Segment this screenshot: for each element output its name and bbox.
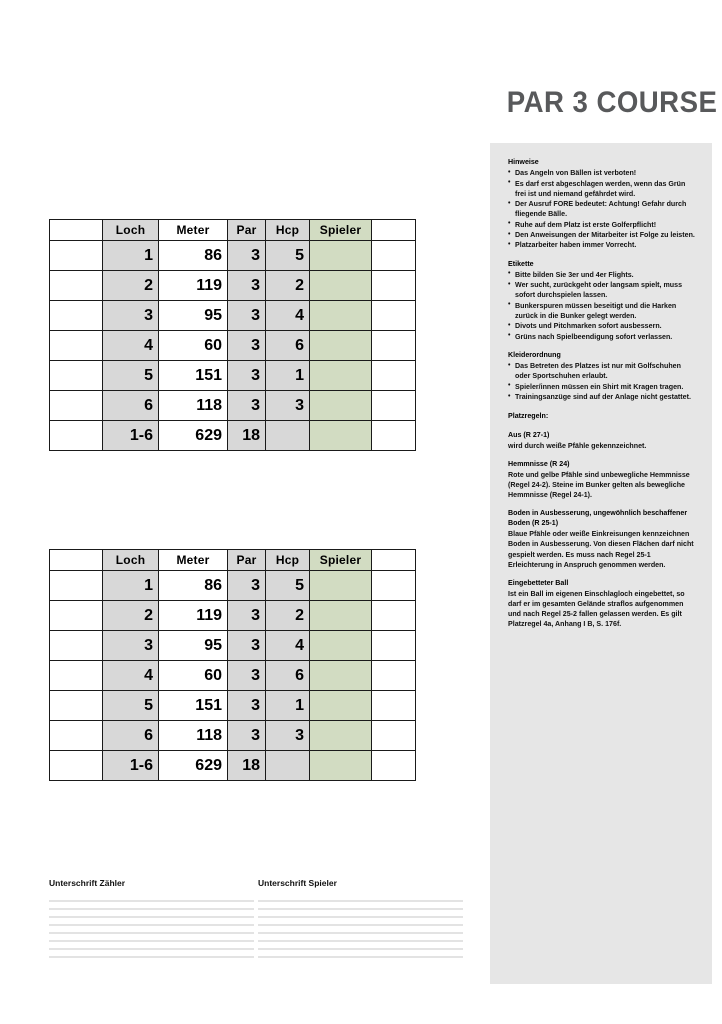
cell-par: 3	[228, 721, 266, 751]
rule-item: • Grüns nach Spielbeendigung sofort verlassen.	[508, 332, 696, 342]
scorecard-table-secondary	[49, 549, 416, 781]
cell-hcp: 2	[266, 601, 310, 631]
column-header-blank-left	[50, 220, 103, 241]
platzregel-heading: Hemmnisse (R 24)	[508, 460, 570, 469]
rules-list-kleiderordnung	[508, 361, 696, 402]
cell-hcp: 5	[266, 571, 310, 601]
rules-list-etikette	[508, 270, 696, 342]
table-row	[50, 271, 416, 301]
cell-par: 3	[228, 571, 266, 601]
cell-spieler[interactable]	[310, 331, 372, 361]
cell-end[interactable]	[372, 241, 416, 271]
cell-hcp: 4	[266, 631, 310, 661]
table-row	[50, 301, 416, 331]
column-header-par: Par	[228, 550, 266, 571]
cell-loch: 3	[103, 301, 159, 331]
cell-end[interactable]	[372, 601, 416, 631]
cell-meter: 629	[159, 751, 228, 781]
column-header-loch: Loch	[103, 550, 159, 571]
rule-item: • Platzarbeiter haben immer Vorrecht.	[508, 240, 696, 250]
column-header-spieler: Spieler	[310, 550, 372, 571]
column-header-blank-left	[50, 550, 103, 571]
cell-blank[interactable]	[50, 631, 103, 661]
cell-spieler[interactable]	[310, 631, 372, 661]
cell-blank[interactable]	[50, 691, 103, 721]
signature-line[interactable]	[49, 932, 254, 934]
rule-item: • Das Betreten des Platzes ist nur mit Golfschuhen oder Sportschuhen erlaubt.	[508, 361, 696, 381]
cell-par: 3	[228, 661, 266, 691]
cell-blank[interactable]	[50, 751, 103, 781]
signature-label-player: Unterschrift Spieler	[258, 878, 337, 888]
cell-end[interactable]	[372, 571, 416, 601]
rule-item: • Spieler/innen müssen ein Shirt mit Kragen tragen.	[508, 382, 696, 392]
cell-hcp: 3	[266, 721, 310, 751]
column-header-hcp: Hcp	[266, 550, 310, 571]
column-header-loch: Loch	[103, 220, 159, 241]
table-row	[50, 241, 416, 271]
cell-hcp	[266, 421, 310, 451]
cell-par: 3	[228, 241, 266, 271]
cell-loch: 3	[103, 631, 159, 661]
cell-blank[interactable]	[50, 391, 103, 421]
cell-loch: 4	[103, 331, 159, 361]
table-row	[50, 331, 416, 361]
cell-end[interactable]	[372, 391, 416, 421]
cell-hcp: 6	[266, 331, 310, 361]
signature-line[interactable]	[258, 956, 463, 958]
rules-heading-etikette: Etikette	[508, 259, 534, 268]
cell-hcp: 3	[266, 391, 310, 421]
signature-line[interactable]	[258, 948, 463, 950]
cell-par: 18	[228, 751, 266, 781]
column-header-spieler: Spieler	[310, 220, 372, 241]
rules-heading-platzregeln: Platzregeln:	[508, 411, 549, 420]
platzregel-heading: Aus (R 27-1)	[508, 430, 550, 439]
cell-loch: 1	[103, 241, 159, 271]
cell-meter: 629	[159, 421, 228, 451]
cell-spieler[interactable]	[310, 661, 372, 691]
table-header-row	[50, 550, 416, 571]
cell-spieler[interactable]	[310, 601, 372, 631]
cell-meter: 118	[159, 391, 228, 421]
rule-item: • Der Ausruf FORE bedeutet: Achtung! Gefahr durch fliegende Bälle.	[508, 199, 696, 219]
column-header-par: Par	[228, 220, 266, 241]
cell-meter: 60	[159, 331, 228, 361]
cell-blank[interactable]	[50, 661, 103, 691]
rules-content	[508, 157, 696, 629]
rule-item: • Bitte bilden Sie 3er und 4er Flights.	[508, 270, 696, 280]
cell-hcp: 1	[266, 691, 310, 721]
cell-par: 3	[228, 601, 266, 631]
signature-line[interactable]	[258, 916, 463, 918]
signature-line[interactable]	[258, 932, 463, 934]
page-title: PAR 3 COURSE	[506, 86, 718, 119]
rules-heading-hinweise: Hinweise	[508, 158, 539, 166]
rule-item: • Den Anweisungen der Mitarbeiter ist Folge zu leisten.	[508, 230, 696, 240]
cell-meter: 119	[159, 601, 228, 631]
cell-meter: 119	[159, 271, 228, 301]
cell-blank[interactable]	[50, 571, 103, 601]
cell-spieler[interactable]	[310, 391, 372, 421]
rule-item: • Es darf erst abgeschlagen werden, wenn das Grün frei ist und niemand gefährdet wird.	[508, 179, 696, 199]
rule-item: • Ruhe auf dem Platz ist erste Golferpflicht!	[508, 220, 696, 230]
cell-loch: 5	[103, 691, 159, 721]
cell-par: 3	[228, 391, 266, 421]
cell-loch: 2	[103, 271, 159, 301]
table-row	[50, 391, 416, 421]
platzregel-heading: Eingebetteter Ball	[508, 578, 569, 587]
cell-end[interactable]	[372, 751, 416, 781]
platzregeln-sections	[508, 422, 696, 629]
signature-lines-counter[interactable]	[49, 900, 254, 958]
rules-heading-kleiderordnung: Kleiderordnung	[508, 351, 561, 360]
cell-end[interactable]	[372, 271, 416, 301]
signature-line[interactable]	[258, 900, 463, 902]
cell-meter: 86	[159, 571, 228, 601]
platzregel-body: Blaue Pfähle oder weiße Einkreisungen kennzeichnen Boden in Ausbesserung. Von diesen Flächen darf nicht gespielt werden. Es muss nach Regel 25-1 Erleichterung in Anspruch genommen werden.	[508, 530, 694, 569]
cell-loch: 1	[103, 571, 159, 601]
cell-par: 3	[228, 691, 266, 721]
cell-meter: 60	[159, 661, 228, 691]
cell-hcp	[266, 751, 310, 781]
signature-line[interactable]	[49, 916, 254, 918]
cell-loch: 1-6	[103, 751, 159, 781]
scorecard-body	[50, 571, 416, 781]
signature-line[interactable]	[258, 924, 463, 926]
cell-blank[interactable]	[50, 721, 103, 751]
signature-block-player	[258, 878, 463, 964]
column-header-blank-right	[372, 220, 416, 241]
cell-meter: 118	[159, 721, 228, 751]
cell-end[interactable]	[372, 331, 416, 361]
cell-spieler[interactable]	[310, 301, 372, 331]
rules-list-hinweise	[508, 168, 696, 250]
cell-hcp: 2	[266, 271, 310, 301]
scorecard-body	[50, 241, 416, 451]
cell-end[interactable]	[372, 421, 416, 451]
rule-item: • Divots und Pitchmarken sofort ausbessern.	[508, 321, 696, 331]
signature-line[interactable]	[258, 940, 463, 942]
cell-loch: 5	[103, 361, 159, 391]
cell-end[interactable]	[372, 691, 416, 721]
signature-line[interactable]	[49, 924, 254, 926]
cell-par: 18	[228, 421, 266, 451]
cell-hcp: 6	[266, 661, 310, 691]
table-row	[50, 571, 416, 601]
cell-blank[interactable]	[50, 241, 103, 271]
cell-end[interactable]	[372, 361, 416, 391]
platzregel-body: wird durch weiße Pfähle gekennzeichnet.	[508, 441, 647, 450]
table-row	[50, 691, 416, 721]
signature-line[interactable]	[49, 900, 254, 902]
table-row	[50, 721, 416, 751]
rule-item: • Trainingsanzüge sind auf der Anlage nicht gestattet.	[508, 392, 696, 402]
column-header-blank-right	[372, 550, 416, 571]
cell-loch: 2	[103, 601, 159, 631]
cell-par: 3	[228, 271, 266, 301]
rules-panel	[490, 143, 712, 984]
table-row	[50, 421, 416, 451]
signature-lines-player[interactable]	[258, 900, 463, 958]
cell-meter: 151	[159, 691, 228, 721]
cell-spieler[interactable]	[310, 721, 372, 751]
signature-line[interactable]	[49, 956, 254, 958]
rule-item: • Bunkerspuren müssen beseitigt und die Harken zurück in die Bunker gelegt werden.	[508, 301, 696, 321]
signature-line[interactable]	[49, 940, 254, 942]
column-header-hcp: Hcp	[266, 220, 310, 241]
platzregel-body: Ist ein Ball im eigenen Einschlagloch eingebettet, so darf er im gesamten Gelände straflos aufgenommen und nach Regel 25-2 fallen gelassen werden. Es gilt Platzregel 4a, Anhang I B, S. 176f.	[508, 589, 685, 628]
cell-spieler[interactable]	[310, 751, 372, 781]
cell-loch: 4	[103, 661, 159, 691]
right-column	[490, 0, 722, 1024]
cell-end[interactable]	[372, 301, 416, 331]
cell-end[interactable]	[372, 661, 416, 691]
rule-item: • Das Angeln von Bällen ist verboten!	[508, 168, 696, 178]
platzregel-body: Rote und gelbe Pfähle sind unbewegliche Hemmnisse (Regel 24-2). Steine im Bunker gelten als bewegliche Hemmnisse (Regel 24-1).	[508, 471, 690, 500]
signature-line[interactable]	[49, 908, 254, 910]
cell-end[interactable]	[372, 721, 416, 751]
table-row	[50, 751, 416, 781]
signature-label-counter: Unterschrift Zähler	[49, 878, 126, 888]
table-row	[50, 631, 416, 661]
table-row	[50, 661, 416, 691]
cell-blank[interactable]	[50, 361, 103, 391]
cell-hcp: 4	[266, 301, 310, 331]
cell-blank[interactable]	[50, 271, 103, 301]
cell-spieler[interactable]	[310, 571, 372, 601]
cell-par: 3	[228, 301, 266, 331]
cell-hcp: 5	[266, 241, 310, 271]
cell-loch: 1-6	[103, 421, 159, 451]
cell-spieler[interactable]	[310, 271, 372, 301]
column-header-meter: Meter	[159, 220, 228, 241]
cell-blank[interactable]	[50, 421, 103, 451]
cell-spieler[interactable]	[310, 421, 372, 451]
signature-line[interactable]	[258, 908, 463, 910]
cell-blank[interactable]	[50, 601, 103, 631]
table-header-row	[50, 220, 416, 241]
table-row	[50, 601, 416, 631]
column-header-meter: Meter	[159, 550, 228, 571]
cell-loch: 6	[103, 391, 159, 421]
rule-item: • Wer sucht, zurückgeht oder langsam spielt, muss sofort durchspielen lassen.	[508, 280, 696, 300]
cell-meter: 95	[159, 631, 228, 661]
platzregel-heading: Boden in Ausbesserung, ungewöhnlich beschaffener Boden (R 25-1)	[508, 509, 688, 528]
table-row	[50, 361, 416, 391]
cell-blank[interactable]	[50, 331, 103, 361]
cell-par: 3	[228, 331, 266, 361]
cell-end[interactable]	[372, 631, 416, 661]
cell-spieler[interactable]	[310, 691, 372, 721]
signature-block-counter	[49, 878, 254, 964]
cell-hcp: 1	[266, 361, 310, 391]
cell-blank[interactable]	[50, 301, 103, 331]
cell-spieler[interactable]	[310, 241, 372, 271]
cell-meter: 151	[159, 361, 228, 391]
cell-meter: 95	[159, 301, 228, 331]
cell-par: 3	[228, 631, 266, 661]
signature-line[interactable]	[49, 948, 254, 950]
cell-par: 3	[228, 361, 266, 391]
cell-spieler[interactable]	[310, 361, 372, 391]
scorecard-table-primary	[49, 219, 416, 451]
cell-loch: 6	[103, 721, 159, 751]
cell-meter: 86	[159, 241, 228, 271]
